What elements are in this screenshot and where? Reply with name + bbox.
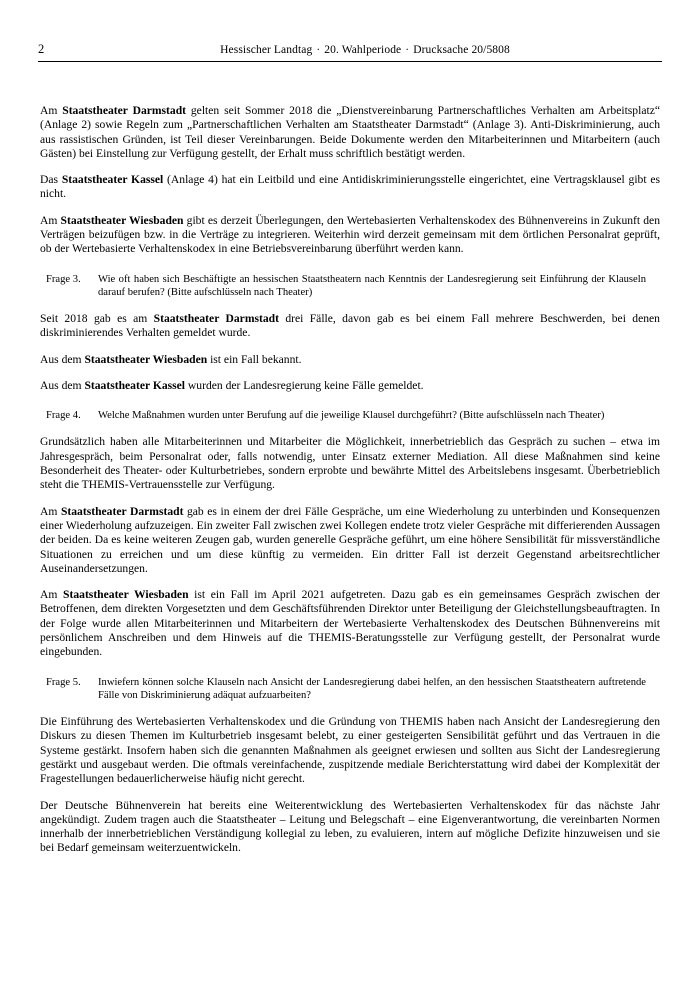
emphasis-text: Staatstheater Darmstadt <box>60 504 184 518</box>
header-document: Drucksache 20/5808 <box>413 44 510 56</box>
question-4 <box>46 409 660 422</box>
question-5-text: Inwiefern können solche Klauseln nach Ansicht der Landesregierung dabei helfen, an den hessischen Staatstheatern auftretende Fälle von Diskriminierung adäquat aufzuarbeiten? <box>98 676 646 701</box>
p-antwort3-kassel <box>40 379 660 393</box>
body-text: Am <box>40 213 61 227</box>
p-antwort4-darmstadt <box>40 505 660 576</box>
emphasis-text: Staatstheater Wiesbaden <box>60 213 184 227</box>
body-text: Seit 2018 gab es am <box>40 312 154 326</box>
answer-4-group <box>40 435 660 659</box>
emphasis-text: Staatstheater Wiesbaden <box>84 352 208 366</box>
document-body <box>40 104 660 868</box>
answer-5-group <box>40 715 660 856</box>
p-antwort4-grundsaetzlich <box>40 435 660 492</box>
question-3 <box>46 273 660 299</box>
body-text: Die Einführung des Wertebasierten Verhaltenskodex und die Gründung von THEMIS haben nach Ansicht der Landesregierung den Diskurs zu diesen Themen im Kulturbetrieb insgesamt belebt, zu einer gesteigerten Sensibilität geführt und das Vertrauen in die Systeme gestärkt. Insofern haben sich die genannten Maßnahmen als geeignet erwiesen und sollten aus Sicht der Landesregierung gestärkt und ausgebaut werden. Die oftmals vereinfachende, zuspitzende mediale Berichterstattung wird dabei der Komplexität der Fragestellungen bedauerlicherweise häufig nicht gerecht. <box>40 715 660 786</box>
header-separator-1: · <box>316 44 321 56</box>
question-3-label: Frage 3. <box>46 273 81 285</box>
p-antwort4-wiesbaden <box>40 588 660 659</box>
body-text: ist ein Fall im April 2021 aufgetreten. Dazu gab es ein gemeinsames Gespräch zwischen der Betroffenen, dem direkten Vorgesetzten und dem Geschäftsführenden Direktor unter Beteiligung der Gleichstellungsbeauftragten. In der Folge wurde allen Mitarbeiterinnen und Mitarbeitern der Wertebasierte Verhaltenskodex des Deutschen Bühnenvereins mit persönlichem Anschreiben und dem Hinweis auf die THEMIS-Beratungsstelle zur Verfügung gestellt, der Personalrat wurde eingebunden. <box>40 588 660 659</box>
emphasis-text: Staatstheater Darmstadt <box>62 104 187 117</box>
emphasis-text: Staatstheater Kassel <box>84 378 186 392</box>
p-kassel-leitbild <box>40 173 660 202</box>
emphasis-text: Staatstheater Kassel <box>61 173 164 187</box>
answer-3-group <box>40 312 660 393</box>
body-text: Am <box>40 504 61 518</box>
header-separator-2: · <box>405 44 410 56</box>
body-text: gelten seit Sommer 2018 die „Dienstvereinbarung Partnerschaftliches Verhalten am Arbeitsplatz“ (Anlage 2) sowie Regeln zum „Partnerschaftlichen Verhalten am Staatstheater Darmstadt“ (Anlage 3). Anti-Diskriminierung, auch aus rassistischen Gründen, ist Teil dieser Vereinbarungen. Beide Dokumente werden den Mitarbeiterinnen und Mitarbeitern (auch Gästen) bei Einstellung zur Verfügung gestellt, der Erhalt muss schriftlich bestätigt werden. <box>40 104 660 160</box>
body-text: drei Fälle, davon gab es bei einem Fall mehrere Beschwerden, bei denen diskriminierendes Verhalten gemeldet wurde. <box>40 312 660 340</box>
p-darmstadt-vereinbarung <box>40 104 660 161</box>
body-text: ist ein Fall bekannt. <box>207 352 302 366</box>
body-text: Aus dem <box>40 352 85 366</box>
question-5 <box>46 676 660 702</box>
header-parliament: Hessischer Landtag <box>220 44 313 56</box>
page-header <box>38 42 662 64</box>
p-antwort5-diskurs <box>40 715 660 786</box>
p-wiesbaden-ueberlegungen <box>40 214 660 257</box>
body-text: wurden der Landesregierung keine Fälle gemeldet. <box>185 378 424 392</box>
body-text: gab es in einem der drei Fälle Gespräche, um eine Wiederholung zu unterbinden und Konsequenzen einer Wiederholung aufzuzeigen. Ein zweiter Fall zwischen zwei Kollegen endete trotz vieler Gespräche mit differierenden Aussagen der beiden. Da es keine weiteren Zeugen gab, wurden generelle Gespräche geführt, um eine höhere Sensibilität für missverständliche Situationen zu erreichen und um diese künftig zu vermeiden. Ein dritter Fall ist derzeit Gegenstand arbeitsrechtlicher Auseinandersetzungen. <box>40 504 661 575</box>
p-antwort3-darmstadt <box>40 312 660 341</box>
emphasis-text: Staatstheater Darmstadt <box>153 312 279 326</box>
body-text: Am <box>40 588 64 602</box>
page-number: 2 <box>38 42 45 56</box>
intro-paragraph-group <box>40 104 660 257</box>
body-text: gibt es derzeit Überlegungen, den Wertebasierten Verhaltenskodex des Bühnenvereins in Zukunft den Verträgen beizufügen bzw. in die Verträge zu integrieren. Weiterhin wird derzeit gemeinsam mit dem örtlichen Personalrat geprüft, ob der Wertebasierte Verhaltenskodex in eine Betriebsvereinbarung überführt werden kann. <box>40 213 661 256</box>
body-text: (Anlage 4) hat ein Leitbild und eine Antidiskriminierungsstelle eingerichtet, eine Vertragsklausel gibt es nicht. <box>40 173 660 201</box>
question-5-label: Frage 5. <box>46 676 81 688</box>
header-legislature: 20. Wahlperiode <box>324 44 402 56</box>
body-text: Das <box>40 173 62 187</box>
body-text: Grundsätzlich haben alle Mitarbeiterinnen und Mitarbeiter die Möglichkeit, innerbetrieblich das Gespräch zu suchen – etwa im Jahresgespräch, beim Personalrat oder, falls notwendig, unter Einsatz externer Mediation. All diese Maßnahmen sind keine Besonderheit des Theater- oder Kulturbetriebes, sondern erprobte und bewährte Mittel des Arbeitslebens insgesamt. Überbetrieblich steht die THEMIS-Vertrauensstelle zur Verfügung. <box>40 435 660 492</box>
question-4-text: Welche Maßnahmen wurden unter Berufung auf die jeweilige Klausel durchgeführt? (Bitte aufschlüsseln nach Theater) <box>98 410 605 422</box>
p-antwort3-wiesbaden <box>40 353 660 367</box>
question-4-label: Frage 4. <box>46 410 81 422</box>
emphasis-text: Staatstheater Wiesbaden <box>63 588 189 602</box>
body-text: Am <box>40 104 63 117</box>
body-text: Der Deutsche Bühnenverein hat bereits eine Weiterentwicklung des Wertebasierten Verhaltenskodex für das nächste Jahr angekündigt. Zudem tragen auch die Staatstheater – Leitung und Belegschaft – eine Eigenverantwortung, die vereinbarten Normen innerhalb der innerbetrieblichen Verständigung kollegial zu leben, zu evaluieren, intern auf mögliche Defizite hinzuweisen und sie bei Bedarf gemeinsam weiterzuentwickeln. <box>40 798 660 855</box>
body-text: Aus dem <box>40 378 85 392</box>
question-3-text: Wie oft haben sich Beschäftigte an hessischen Staatstheatern nach Kenntnis der Landesregierung seit Einführung der Klauseln darauf berufen? (Bitte aufschlüsseln nach Theater) <box>98 273 646 298</box>
p-antwort5-buehnenverein <box>40 799 660 856</box>
header-running-title <box>158 44 662 56</box>
